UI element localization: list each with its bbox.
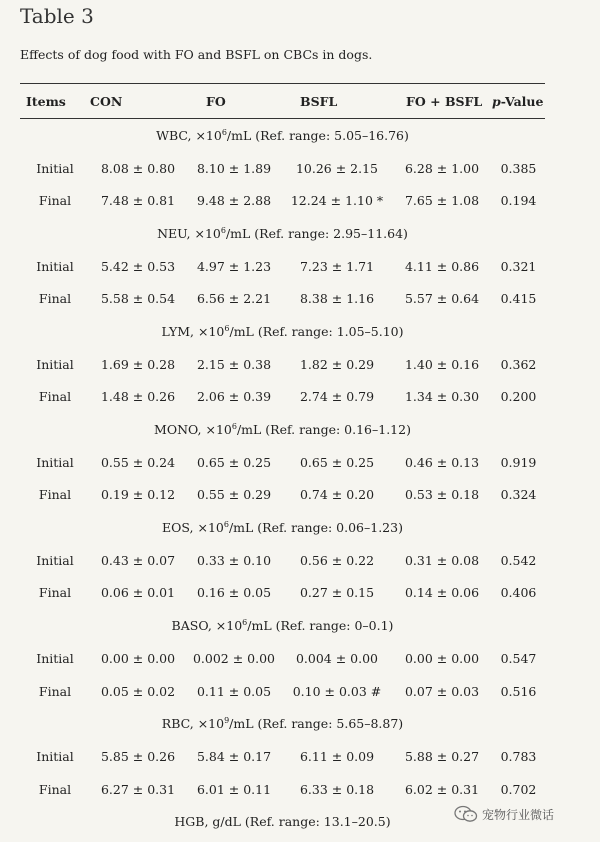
wechat-icon bbox=[454, 805, 478, 823]
group-label-suffix: /mL (Ref. range: 0.16–1.12) bbox=[236, 422, 411, 438]
group-label bbox=[20, 413, 545, 446]
cell-con: 5.42 ± 0.53 bbox=[100, 258, 176, 274]
cell-item: Initial bbox=[36, 454, 74, 470]
group-label-exponent: 9 bbox=[224, 716, 230, 726]
cell-fo: 2.15 ± 0.38 bbox=[196, 356, 272, 372]
table-body bbox=[20, 119, 545, 839]
header-row bbox=[20, 84, 545, 119]
header-p-value bbox=[492, 84, 545, 119]
cell-item: Final bbox=[38, 389, 72, 405]
cell-con: 0.06 ± 0.01 bbox=[100, 585, 176, 601]
cell-fo: 9.48 ± 2.88 bbox=[196, 193, 272, 209]
group-label-prefix: BASO, ×10 bbox=[171, 618, 243, 634]
cell-fo: 0.33 ± 0.10 bbox=[196, 552, 272, 568]
group-label bbox=[20, 315, 545, 348]
cell-fo: 8.10 ± 1.89 bbox=[196, 160, 272, 176]
cell-p: 0.385 bbox=[500, 160, 537, 176]
cell-con: 0.19 ± 0.12 bbox=[100, 487, 176, 503]
cell-fobsfl: 1.34 ± 0.30 bbox=[404, 389, 480, 405]
cell-p: 0.415 bbox=[500, 291, 537, 307]
group-label bbox=[20, 511, 545, 544]
cell-bsfl: 6.11 ± 0.09 bbox=[299, 748, 375, 764]
group-label-prefix: WBC, ×10 bbox=[156, 127, 222, 143]
cell-bsfl: 0.004 ± 0.00 bbox=[295, 650, 379, 666]
cell-item: Initial bbox=[36, 650, 74, 666]
cell-fo: 0.65 ± 0.25 bbox=[196, 454, 272, 470]
cell-con: 5.58 ± 0.54 bbox=[100, 291, 176, 307]
cell-fo: 0.16 ± 0.05 bbox=[196, 585, 272, 601]
table-row bbox=[20, 348, 545, 381]
cell-bsfl: 0.65 ± 0.25 bbox=[299, 454, 375, 470]
cell-fobsfl: 5.57 ± 0.64 bbox=[404, 291, 480, 307]
table-caption: Effects of dog food with FO and BSFL on CBCs in dogs. bbox=[20, 47, 373, 62]
group-label-suffix: /mL (Ref. range: 0.06–1.23) bbox=[228, 520, 403, 536]
group-label bbox=[20, 119, 545, 152]
group-row bbox=[20, 511, 545, 544]
group-row bbox=[20, 119, 545, 152]
cell-item: Initial bbox=[36, 160, 74, 176]
group-label-prefix: EOS, ×10 bbox=[162, 520, 224, 536]
group-label bbox=[20, 217, 545, 250]
cell-fo: 0.55 ± 0.29 bbox=[196, 487, 272, 503]
cell-bsfl: 0.27 ± 0.15 bbox=[299, 585, 375, 601]
cell-p: 0.324 bbox=[500, 487, 537, 503]
cell-fobsfl: 0.14 ± 0.06 bbox=[404, 585, 480, 601]
cell-p: 0.702 bbox=[500, 781, 537, 797]
group-label-exponent: 6 bbox=[220, 225, 226, 235]
cell-bsfl: 12.24 ± 1.10 * bbox=[290, 193, 384, 209]
group-row bbox=[20, 707, 545, 740]
cell-fobsfl: 0.53 ± 0.18 bbox=[404, 487, 480, 503]
group-row bbox=[20, 413, 545, 446]
header-bsfl: BSFL bbox=[300, 93, 338, 109]
cell-bsfl: 7.23 ± 1.71 bbox=[299, 258, 375, 274]
cell-item: Initial bbox=[36, 356, 74, 372]
cell-fo: 6.01 ± 0.11 bbox=[196, 781, 272, 797]
cell-p: 0.919 bbox=[500, 454, 537, 470]
cell-fobsfl: 0.07 ± 0.03 bbox=[404, 683, 480, 699]
header-items: Items bbox=[26, 93, 66, 109]
cell-p: 0.783 bbox=[500, 748, 537, 764]
cell-fo: 5.84 ± 0.17 bbox=[196, 748, 272, 764]
table-row bbox=[20, 184, 545, 217]
cell-item: Final bbox=[38, 683, 72, 699]
table-row bbox=[20, 479, 545, 512]
watermark bbox=[454, 805, 554, 823]
cell-con: 0.43 ± 0.07 bbox=[100, 552, 176, 568]
cell-fobsfl: 6.28 ± 1.00 bbox=[404, 160, 480, 176]
table-row bbox=[20, 282, 545, 315]
cell-fo: 0.002 ± 0.00 bbox=[192, 650, 276, 666]
group-label-exponent: 6 bbox=[242, 618, 248, 628]
cell-bsfl: 1.82 ± 0.29 bbox=[299, 356, 375, 372]
table-row bbox=[20, 642, 545, 675]
group-label bbox=[20, 707, 545, 740]
cell-item: Final bbox=[38, 487, 72, 503]
header-fo-bsfl: FO + BSFL bbox=[406, 93, 483, 109]
cell-con: 8.08 ± 0.80 bbox=[100, 160, 176, 176]
cell-item: Final bbox=[38, 585, 72, 601]
cell-bsfl: 8.38 ± 1.16 bbox=[299, 291, 375, 307]
cbc-table bbox=[20, 83, 545, 838]
cell-p: 0.362 bbox=[500, 356, 537, 372]
cell-p: 0.542 bbox=[500, 552, 537, 568]
cell-bsfl: 6.33 ± 0.18 bbox=[299, 781, 375, 797]
table-row bbox=[20, 152, 545, 185]
table-row bbox=[20, 675, 545, 708]
cell-con: 6.27 ± 0.31 bbox=[100, 781, 176, 797]
header-p-italic: p bbox=[492, 93, 501, 109]
table-row bbox=[20, 740, 545, 773]
cell-con: 1.69 ± 0.28 bbox=[100, 356, 176, 372]
group-label-suffix: /mL (Ref. range: 5.65–8.87) bbox=[229, 716, 404, 732]
cell-fobsfl: 0.46 ± 0.13 bbox=[404, 454, 480, 470]
group-row bbox=[20, 609, 545, 642]
group-label-exponent: 6 bbox=[224, 323, 230, 333]
header-p-rest: -Value bbox=[500, 93, 544, 109]
cell-con: 0.55 ± 0.24 bbox=[100, 454, 176, 470]
cell-bsfl: 10.26 ± 2.15 bbox=[295, 160, 379, 176]
cell-bsfl: 0.74 ± 0.20 bbox=[299, 487, 375, 503]
group-label-suffix: /mL (Ref. range: 0–0.1) bbox=[247, 618, 394, 634]
group-label-exponent: 6 bbox=[221, 127, 227, 137]
cell-con: 1.48 ± 0.26 bbox=[100, 389, 176, 405]
cell-item: Final bbox=[38, 193, 72, 209]
cell-con: 5.85 ± 0.26 bbox=[100, 748, 176, 764]
cell-item: Final bbox=[38, 291, 72, 307]
cell-con: 0.05 ± 0.02 bbox=[100, 683, 176, 699]
cell-item: Initial bbox=[36, 258, 74, 274]
cell-fobsfl: 0.00 ± 0.00 bbox=[404, 650, 480, 666]
cell-p: 0.406 bbox=[500, 585, 537, 601]
group-label bbox=[20, 609, 545, 642]
cell-bsfl: 0.56 ± 0.22 bbox=[299, 552, 375, 568]
cell-fo: 2.06 ± 0.39 bbox=[196, 389, 272, 405]
watermark-text: 宠物行业微话 bbox=[482, 807, 555, 822]
table-row bbox=[20, 446, 545, 479]
cell-fobsfl: 6.02 ± 0.31 bbox=[404, 781, 480, 797]
group-label-suffix: /mL (Ref. range: 2.95–11.64) bbox=[225, 225, 408, 241]
cell-p: 0.321 bbox=[500, 258, 537, 274]
cell-fobsfl: 5.88 ± 0.27 bbox=[404, 748, 480, 764]
cell-fo: 6.56 ± 2.21 bbox=[196, 291, 272, 307]
group-label-prefix: HGB, g/dL (Ref. range: 13.1–20.5) bbox=[174, 814, 391, 830]
group-label-prefix: MONO, ×10 bbox=[154, 422, 232, 438]
group-label-exponent: 6 bbox=[231, 421, 237, 431]
group-row bbox=[20, 217, 545, 250]
cell-con: 7.48 ± 0.81 bbox=[100, 193, 176, 209]
cell-fo: 0.11 ± 0.05 bbox=[196, 683, 272, 699]
group-label-prefix: RBC, ×10 bbox=[161, 716, 225, 732]
table-row bbox=[20, 250, 545, 283]
cell-fo: 4.97 ± 1.23 bbox=[196, 258, 272, 274]
cell-fobsfl: 4.11 ± 0.86 bbox=[404, 258, 480, 274]
cell-bsfl: 2.74 ± 0.79 bbox=[299, 389, 375, 405]
cell-item: Initial bbox=[36, 748, 74, 764]
table-row bbox=[20, 773, 545, 806]
cell-fobsfl: 7.65 ± 1.08 bbox=[404, 193, 480, 209]
cell-item: Initial bbox=[36, 552, 74, 568]
cell-item: Final bbox=[38, 781, 72, 797]
header-fo: FO bbox=[206, 93, 226, 109]
cell-fobsfl: 0.31 ± 0.08 bbox=[404, 552, 480, 568]
group-label-exponent: 6 bbox=[223, 520, 229, 530]
cell-fobsfl: 1.40 ± 0.16 bbox=[404, 356, 480, 372]
group-label-prefix: LYM, ×10 bbox=[161, 324, 225, 340]
cell-p: 0.194 bbox=[500, 193, 537, 209]
table-row bbox=[20, 577, 545, 610]
group-label-prefix: NEU, ×10 bbox=[157, 225, 221, 241]
group-label-suffix: /mL (Ref. range: 1.05–5.10) bbox=[229, 324, 404, 340]
cell-con: 0.00 ± 0.00 bbox=[100, 650, 176, 666]
cell-p: 0.516 bbox=[500, 683, 537, 699]
cell-p: 0.547 bbox=[500, 650, 537, 666]
header-con: CON bbox=[90, 93, 123, 109]
group-label-suffix: /mL (Ref. range: 5.05–16.76) bbox=[226, 127, 409, 143]
table-row bbox=[20, 381, 545, 414]
cell-p: 0.200 bbox=[500, 389, 537, 405]
cell-bsfl: 0.10 ± 0.03 # bbox=[292, 683, 382, 699]
group-row bbox=[20, 315, 545, 348]
table-title: Table 3 bbox=[20, 4, 94, 28]
table-row bbox=[20, 544, 545, 577]
